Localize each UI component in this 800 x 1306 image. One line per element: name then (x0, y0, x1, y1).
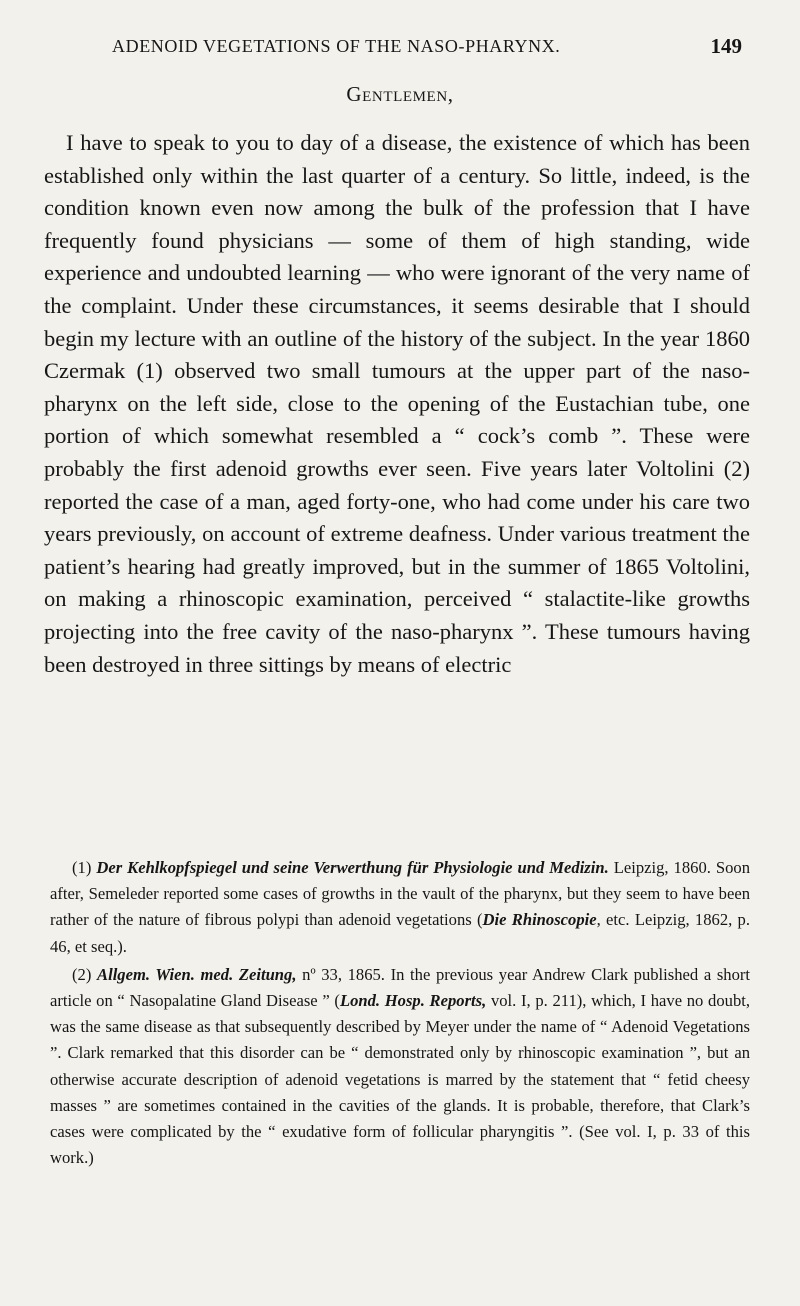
footnote-title: Der Kehlkopfspiegel und seine Verwerthung für Physiologie und Medizin. (96, 858, 609, 877)
footnote-text: Leipzig, 1860. Soon after, Semeleder reported some cases of growths in the vault of the pharynx, but they seem to have been rather of the nature of fibrous polypi than adenoid vegetations ( (50, 858, 750, 930)
salutation: Gentlemen, (346, 82, 454, 106)
footnote-reference: Die Rhinoscopie (482, 910, 597, 930)
footnote-label: (1) (72, 858, 92, 877)
footnote-title: Allgem. Wien. med. Zeitung, (97, 964, 297, 984)
page-header (66, 32, 750, 62)
footnote-text: , etc. Leipzig, 1862, p. 46, et seq.). (50, 910, 750, 956)
footnote-text: vol. I, p. 211), which, I have no doubt, was the same disease as that subsequently described by Meyer under the name of “ Adenoid Vegetations ”. Clark remarked that this disorder can be “ demonstrated only by rhinoscopic examination ”, but an otherwise accurate description of adenoid vegetations is marred by the statement that “ fetid cheesy masses ” are sometimes contained in the cavities of the glands. It is probable, therefore, that Clark’s cases were complicated by the “ exudative form of follicular pharyngitis ”. (See vol. I, p. 33 of this work.) (50, 991, 750, 1168)
footnote-2 (50, 962, 750, 1172)
footnote-text: nº 33, 1865. In the previous year Andrew Clark published a short article on “ Nasopalatine Gland Disease ” ( (50, 964, 751, 1011)
footnote-1 (50, 855, 750, 960)
footnotes (50, 855, 750, 1173)
footnote-reference: Lond. Hosp. Reports, (339, 991, 487, 1011)
footnote-label: (2) (72, 964, 92, 984)
page-number: 149 (710, 34, 742, 58)
body-paragraph: I have to speak to you to day of a disease, the existence of which has been established only within the last quarter of a century. So little, indeed, is the condition known even now among the bulk of the profession that I have frequently found physicians — some of them of high standing, wide experience and undoubted learning — who were ignorant of the very name of the complaint. Under these circumstances, it seems desirable that I should begin my lecture with an outline of the history of the subject. In the year 1860 Czermak (1) observed two small tumours at the upper part of the naso-pharynx on the left side, close to the opening of the Eustachian tube, one portion of which somewhat resembled a “ cock’s comb ”. These were probably the first adenoid growths ever seen. Five years later Voltolini (2) reported the case of a man, aged forty-one, who had come under his care two years previously, on account of extreme deafness. Under various treatment the patient’s hearing had greatly improved, but in the summer of 1865 Voltolini, on making a rhinoscopic examination, perceived “ stalactite-like growths projecting into the free cavity of the naso-pharynx ”. These tumours having been destroyed in three sittings by means of electric (44, 130, 750, 677)
running-head: ADENOID VEGETATIONS OF THE NASO-PHARYNX. (112, 36, 561, 56)
